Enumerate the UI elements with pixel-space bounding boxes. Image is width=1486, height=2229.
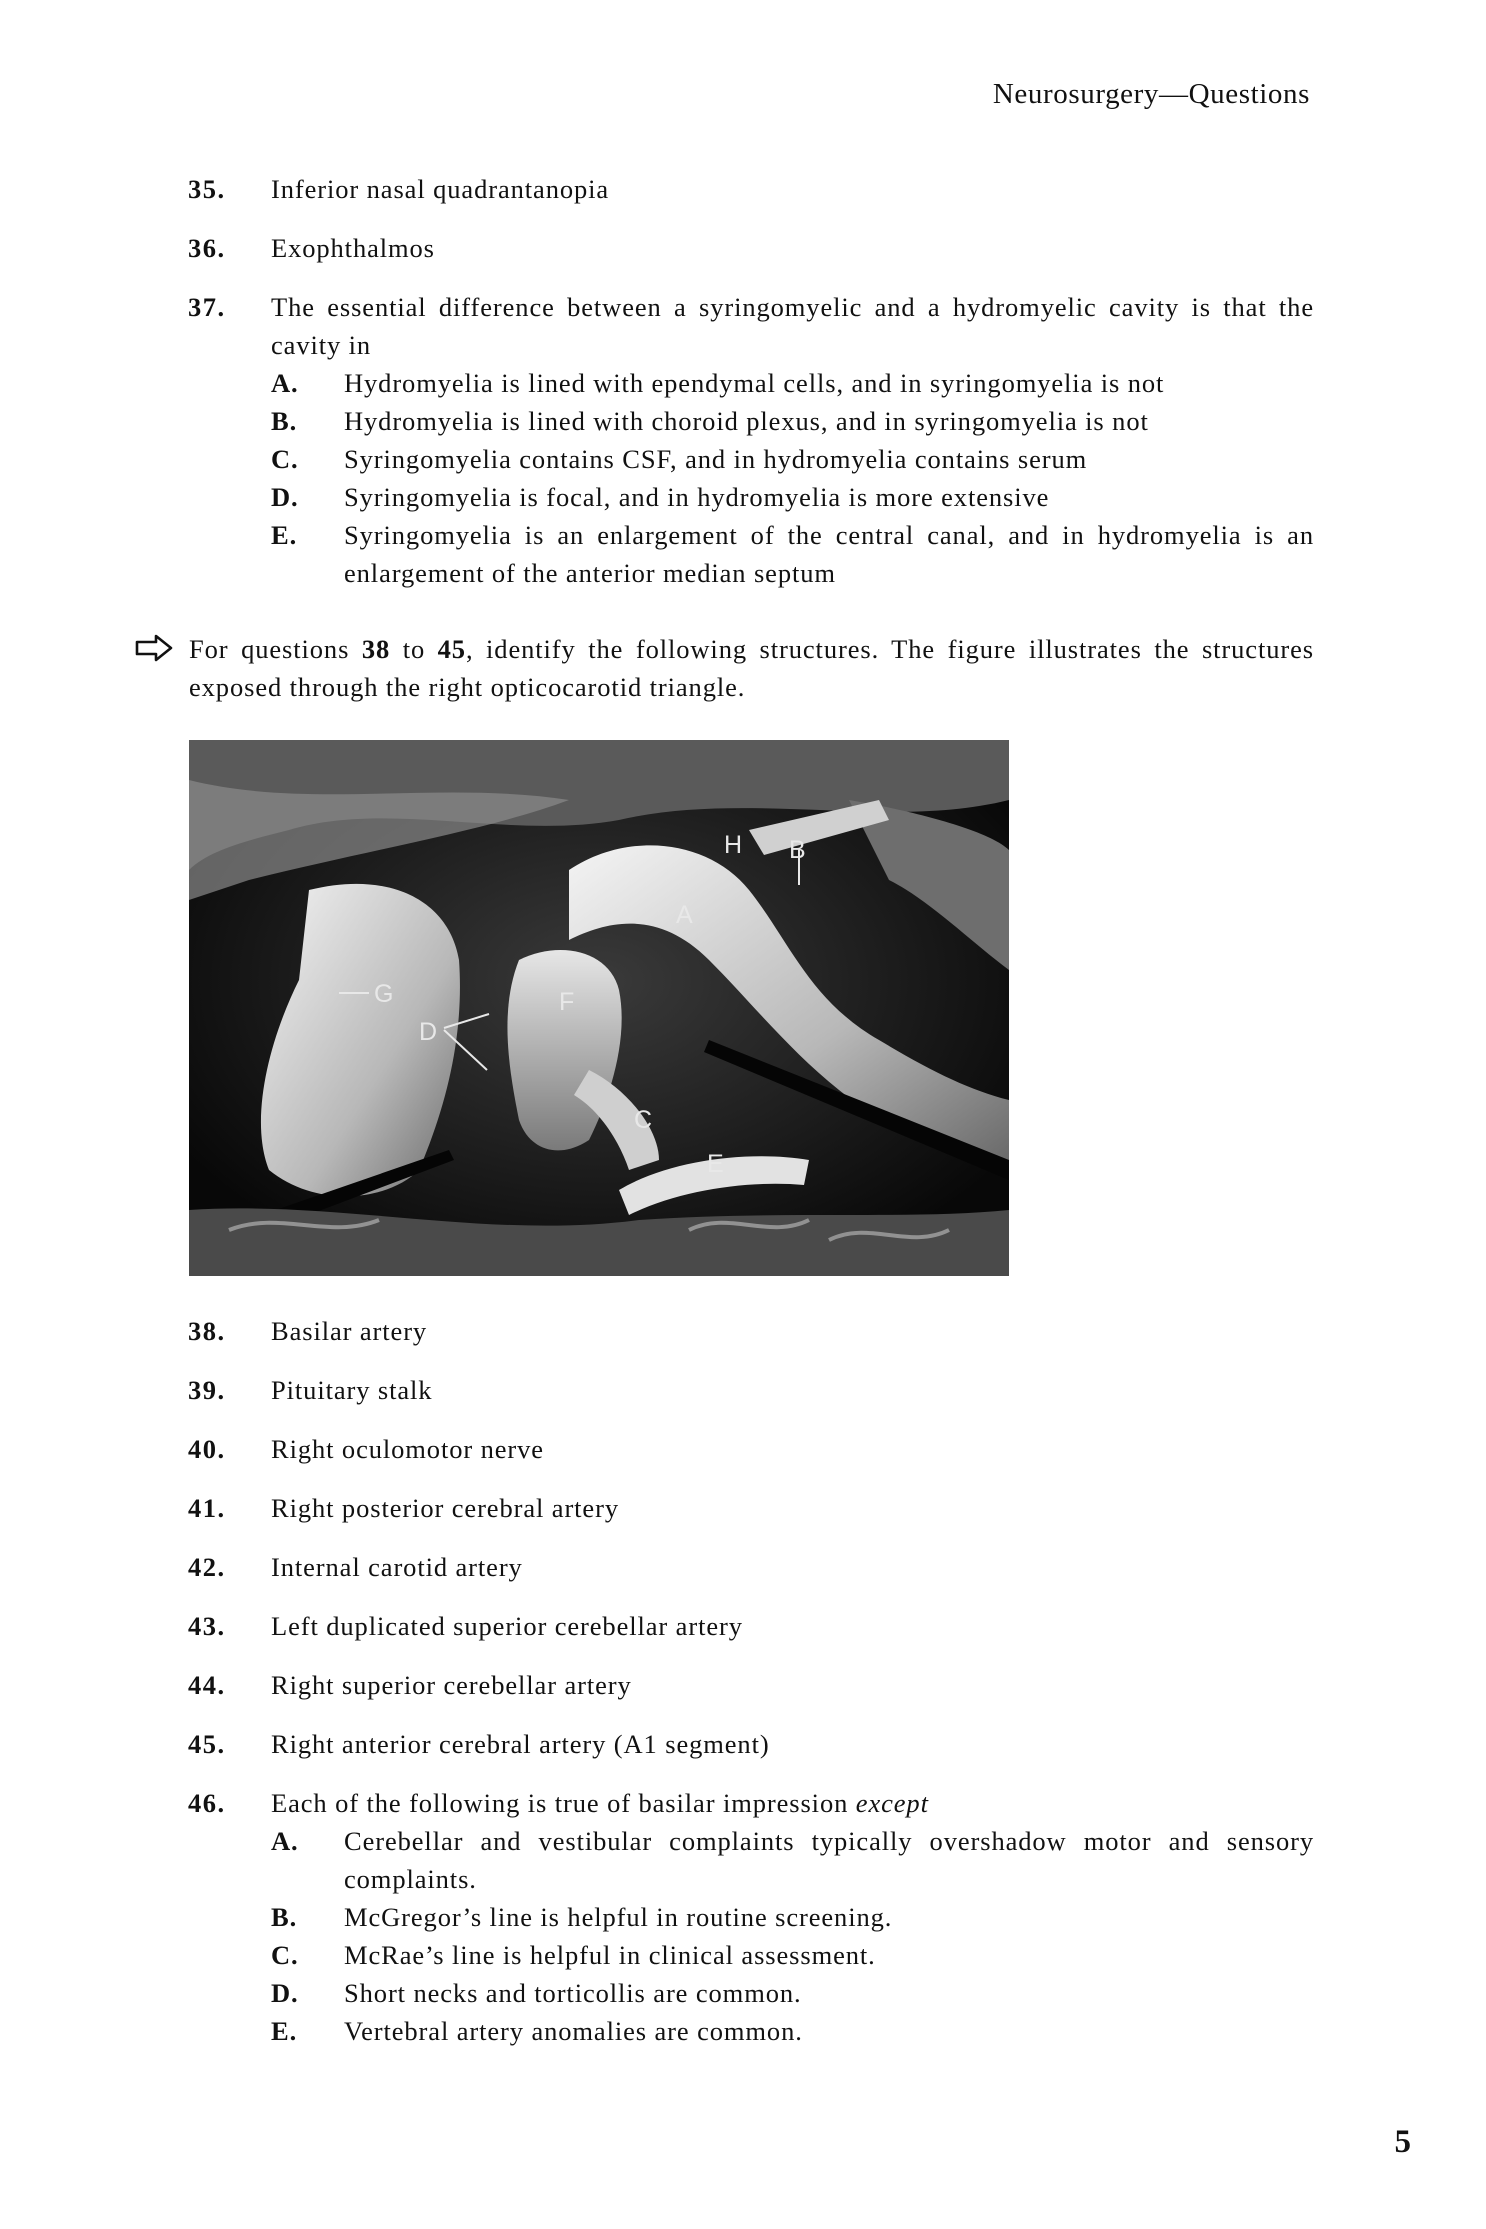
label-h: H <box>724 831 743 859</box>
question-text: Right oculomotor nerve <box>271 1434 544 1464</box>
running-title: Neurosurgery—Questions <box>992 78 1310 110</box>
question-42 <box>188 1548 1314 1586</box>
question-number: 43. <box>188 1611 226 1641</box>
option-text: McRae’s line is helpful in clinical assessment. <box>344 1940 876 1970</box>
question-stem: Each of the following is true of basilar impression except <box>271 1788 929 1818</box>
question-41 <box>188 1489 1314 1527</box>
question-40 <box>188 1430 1314 1468</box>
label-a: A <box>676 901 693 929</box>
option-e <box>271 516 1314 592</box>
label-e: E <box>707 1150 724 1178</box>
question-43 <box>188 1607 1314 1645</box>
option-letter: A. <box>271 368 299 398</box>
option-letter: C. <box>271 444 299 474</box>
question-text: Right posterior cerebral artery <box>271 1493 619 1523</box>
question-number: 35. <box>188 174 226 204</box>
option-text: McGregor’s line is helpful in routine screening. <box>344 1902 893 1932</box>
option-d <box>271 1974 1314 2012</box>
question-number: 46. <box>188 1788 226 1818</box>
instruction-note <box>134 630 1314 706</box>
page-number: 5 <box>1394 2124 1411 2160</box>
option-text: Syringomyelia is an enlargement of the central canal, and in hydromyelia is an enlargement of the anterior median septum <box>344 520 1314 588</box>
label-f: F <box>559 988 575 1016</box>
option-letter: C. <box>271 1940 299 1970</box>
question-number: 40. <box>188 1434 226 1464</box>
option-letter: E. <box>271 520 298 550</box>
option-e <box>271 2012 1314 2050</box>
question-text: Left duplicated superior cerebellar artery <box>271 1611 743 1641</box>
question-39 <box>188 1371 1314 1409</box>
question-46 <box>188 1784 1314 2050</box>
question-text: Basilar artery <box>271 1316 428 1346</box>
label-d: D <box>419 1018 438 1046</box>
question-35 <box>188 170 1314 208</box>
option-letter: D. <box>271 482 299 512</box>
question-number: 42. <box>188 1552 226 1582</box>
question-number: 39. <box>188 1375 226 1405</box>
option-letter: B. <box>271 1902 298 1932</box>
option-text: Syringomyelia contains CSF, and in hydromyelia contains serum <box>344 444 1088 474</box>
question-number: 38. <box>188 1316 226 1346</box>
question-text: Right anterior cerebral artery (A1 segment) <box>271 1729 770 1759</box>
question-text: Exophthalmos <box>271 233 435 263</box>
option-text: Syringomyelia is focal, and in hydromyelia is more extensive <box>344 482 1050 512</box>
question-number: 45. <box>188 1729 226 1759</box>
option-d <box>271 478 1314 516</box>
stem-emphasis: except <box>855 1788 929 1818</box>
surgical-photo <box>189 740 1009 1276</box>
option-c <box>271 440 1314 478</box>
question-number: 44. <box>188 1670 226 1700</box>
arrow-right-icon <box>134 633 174 663</box>
option-text: Cerebellar and vestibular complaints typically overshadow motor and sensory complaints. <box>344 1826 1314 1894</box>
question-stem: The essential difference between a syringomyelic and a hydromyelic cavity is that the cavity in <box>271 292 1314 360</box>
question-38 <box>188 1312 1314 1350</box>
question-text: Right superior cerebellar artery <box>271 1670 632 1700</box>
option-text: Short necks and torticollis are common. <box>344 1978 802 2008</box>
question-text: Internal carotid artery <box>271 1552 523 1582</box>
question-number: 36. <box>188 233 226 263</box>
option-text: Hydromyelia is lined with choroid plexus, and in syringomyelia is not <box>344 406 1149 436</box>
option-letter: E. <box>271 2016 298 2046</box>
question-44 <box>188 1666 1314 1704</box>
question-37 <box>188 288 1314 592</box>
option-text: Hydromyelia is lined with ependymal cells, and in syringomyelia is not <box>344 368 1165 398</box>
label-g: G <box>374 980 394 1008</box>
question-number: 41. <box>188 1493 226 1523</box>
option-c <box>271 1936 1314 1974</box>
label-b: B <box>789 836 806 864</box>
option-letter: D. <box>271 1978 299 2008</box>
option-letter: A. <box>271 1826 299 1856</box>
anatomy-figure <box>189 740 1009 1276</box>
question-36 <box>188 229 1314 267</box>
question-text: Inferior nasal quadrantanopia <box>271 174 610 204</box>
option-b <box>271 402 1314 440</box>
question-number: 37. <box>188 292 226 322</box>
question-text: Pituitary stalk <box>271 1375 433 1405</box>
option-b <box>271 1898 1314 1936</box>
option-letter: B. <box>271 406 298 436</box>
label-c: C <box>634 1106 653 1134</box>
option-a <box>271 364 1314 402</box>
option-text: Vertebral artery anomalies are common. <box>344 2016 803 2046</box>
option-a <box>271 1822 1314 1898</box>
instruction-text: For questions 38 to 45, identify the following structures. The figure illustrates the structures exposed through the right opticocarotid triangle. <box>189 634 1314 702</box>
question-45 <box>188 1725 1314 1763</box>
